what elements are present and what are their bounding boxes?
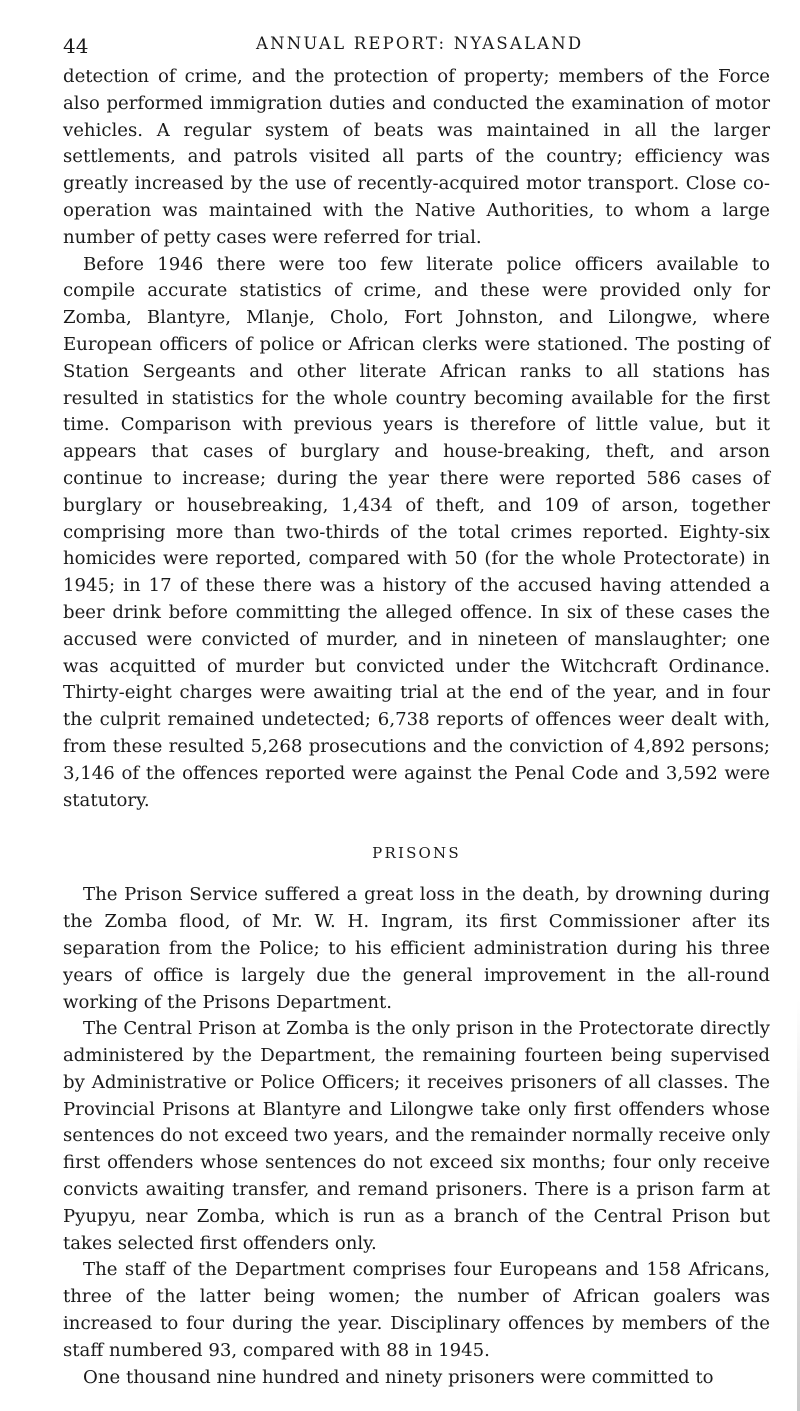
page-header (63, 28, 770, 64)
police-paragraph-2: Before 1946 there were too few literate police officers available to compile accurate statistics of crime, and these were provided only for Zomba, Blantyre, Mlanje, Cholo, Fort Johnston, and Lilongwe, where European officers of police or African clerks were stationed. The posting of Station Sergeants and other literate African ranks to all stations has resulted in statistics for the whole country becoming available for the first time. Comparison with previous years is therefore of little value, but it appears that cases of burglary and house-breaking, theft, and arson continue to increase; during the year there were reported 586 cases of burglary or housebreaking, 1,434 of theft, and 109 of arson, together comprising more than two-thirds of the total crimes reported. Eighty-six homicides were reported, compared with 50 (for the whole Protectorate) in 1945; in 17 of these there was a history of the accused having attended a beer drink before committing the alleged offence. In six of these cases the accused were convicted of murder, and in nineteen of manslaughter; one was acquitted of murder but convicted under the Witchcraft Ordinance. Thirty-eight charges were awaiting trial at the end of the year, and in four the culprit remained undetected; 6,738 reports of offences weer dealt with, from these resulted 5,268 prosecutions and the conviction of 4,892 persons; 3,146 of the offences reported were against the Penal Code and 3,592 were statutory. (63, 253, 770, 811)
page-number: 44 (63, 34, 89, 58)
prisons-section (63, 840, 770, 1391)
prisons-paragraph-4: One thousand nine hundred and ninety prisoners were committed to (83, 1366, 714, 1388)
police-paragraph-1: detection of crime, and the protection of property; members of the Force also performed immigration duties and conducted the examination of motor vehicles. A regular system of beats was maintained in all the larger settlements, and patrols visited all parts of the country; efficiency was greatly increased by the use of recently-acquired motor transport. Close co-operation was maintained with the Native Authorities, to whom a large number of petty cases were referred for trial. (63, 66, 770, 248)
section-heading-prisons: PRISONS (372, 844, 461, 863)
prisons-paragraph-1: The Prison Service suffered a great loss in the death, by drowning during the Zomba flood, of Mr. W. H. Ingram, its first Commissioner after its separation from the Police; to his efficient administration during his three years of office is largely due the general improvement in the all-round working of the Prisons Department. (63, 884, 770, 1013)
document-page (63, 28, 770, 1391)
prisons-paragraph-2: The Central Prison at Zomba is the only prison in the Protectorate directly administered by the Department, the remaining fourteen being supervised by Administrative or Police Officers; it receives prisoners of all classes. The Provincial Prisons at Blantyre and Lilongwe take only first offenders whose sentences do not exceed two years, and the remainder normally receive only first offenders whose sentences do not exceed six months; four only receive convicts awaiting transfer, and remand prisoners. There is a prison farm at Pyupyu, near Zomba, which is run as a branch of the Central Prison but takes selected first offenders only. (63, 1018, 770, 1254)
police-section (63, 64, 770, 814)
running-head: ANNUAL REPORT: NYASALAND (256, 34, 584, 53)
prisons-paragraph-3: The staff of the Department comprises four Europeans and 158 Africans, three of the latter being women; the number of African goalers was increased to four during the year. Disciplinary offences by members of the staff numbered 93, compared with 88 in 1945. (63, 1259, 770, 1361)
